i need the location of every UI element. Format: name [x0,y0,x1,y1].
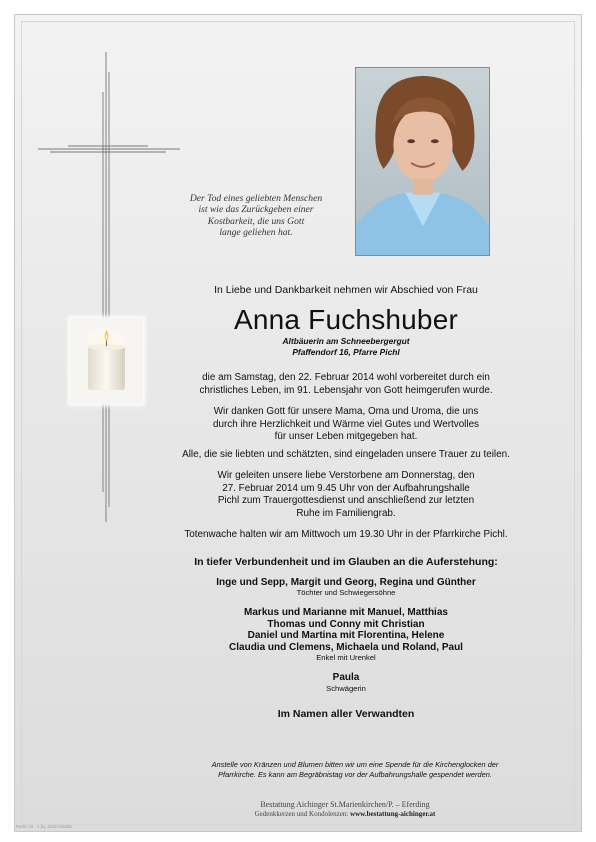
note-line: Pfarrkirche. Es kann am Begräbnistag vor der Aufbahrungshalle gespendet werden. [218,769,492,779]
donation-note [160,760,550,779]
mourner-group-grandchildren [150,607,542,663]
condolence-label: Gedenkkerzen und Kondolenzen: [254,810,349,818]
paragraph-line: durch ihre Herzlichkeit und Wärme viel Gutes und Wertvolles [213,418,479,430]
mourner-relation: Enkel mit Urenkel [316,653,376,663]
mourner-group-daughters [150,577,542,599]
paragraph-line: christliches Leben, im 91. Lebensjahr von Gott heimgerufen wurde. [199,384,493,396]
paragraph-line: Ruhe im Familiengrab. [296,507,396,519]
invitation-paragraph [130,449,562,462]
intro-line: In Liebe und Dankbarkeit nehmen wir Abschied von Frau [214,284,478,296]
quote-text [168,193,344,239]
quote-line: Der Tod eines geliebten Menschen [189,193,323,204]
thanks-paragraph [150,406,542,444]
funeral-paragraph [150,470,542,520]
website-link[interactable]: www.bestattung-aichinger.at [350,810,436,818]
paragraph-line: für unser Leben mitgegeben hat. [274,431,418,442]
paragraph-line: die am Samstag, den 22. Februar 2014 wohl vorbereitet durch ein [202,372,490,383]
quote-line: Kostbarkeit, die uns Gott [207,215,305,227]
deceased-name: Anna Fuchshuber [233,304,459,335]
paragraph-line: Wir danken Gott für unsere Mama, Oma und Uroma, die uns [213,406,479,417]
paragraph-line: Totenwache halten wir am Mittwoch um 19.30 Uhr in der Pfarrkirche Pichl. [184,529,508,540]
note-line: Anstelle von Kränzen und Blumen bitten wir um eine Spende für die Kirchenglocken der [211,760,499,769]
mourner-relation: Schwägerin [326,684,366,694]
portrait-photo [355,67,490,256]
vigil-paragraph [130,529,562,542]
mourner-names: Markus und Marianne mit Manuel, Matthias [244,607,448,619]
quote-line: ist wie das Zurückgeben einer [198,204,314,216]
main-text [150,283,542,720]
condolence-line [180,810,510,819]
mourner-names: Thomas und Conny mit Christian [267,618,425,630]
death-paragraph [150,372,542,397]
mourner-relation: Töchter und Schwiegersöhne [296,588,396,598]
mourner-group-sister-in-law [150,672,542,694]
funeral-home-footer [180,800,510,819]
mourner-names: Daniel und Martina mit Florentina, Helene [247,630,445,642]
mourner-names: Paula [332,672,360,684]
candle-icon [70,318,143,404]
paragraph-line: Pichl zum Trauergottesdienst und anschließend zur letzten [217,495,475,506]
closing-line: Im Namen aller Verwandten [277,708,415,721]
title-line: Altbäuerin am Schneebergergut [282,336,410,346]
paragraph-line: Wir geleiten unsere liebe Verstorbene am Donnerstag, den [217,470,475,481]
funeral-home-name: Bestattung Aichinger St.Marienkirchen/P. – Eferding [260,800,430,809]
print-stamp: Parte 13 · 1 by JJ/a/V/a/at/a [16,824,72,829]
address-line: Pfaffendorf 16, Pfarre Pichl [292,347,400,357]
mourners-headline: In tiefer Verbundenheit und im Glauben an die Auferstehung: [194,555,498,568]
paragraph-line: Alle, die sie liebten und schätzten, sind eingeladen unsere Trauer zu teilen. [182,448,510,460]
paragraph-line: 27. Februar 2014 um 9.45 Uhr von der Aufbahrungshalle [222,482,470,494]
mourner-names: Claudia und Clemens, Michaela und Roland, Paul [229,641,463,653]
quote-line: lange geliehen hat. [219,227,293,239]
mourner-names: Inge und Sepp, Margit und Georg, Regina und Günther [216,576,476,588]
